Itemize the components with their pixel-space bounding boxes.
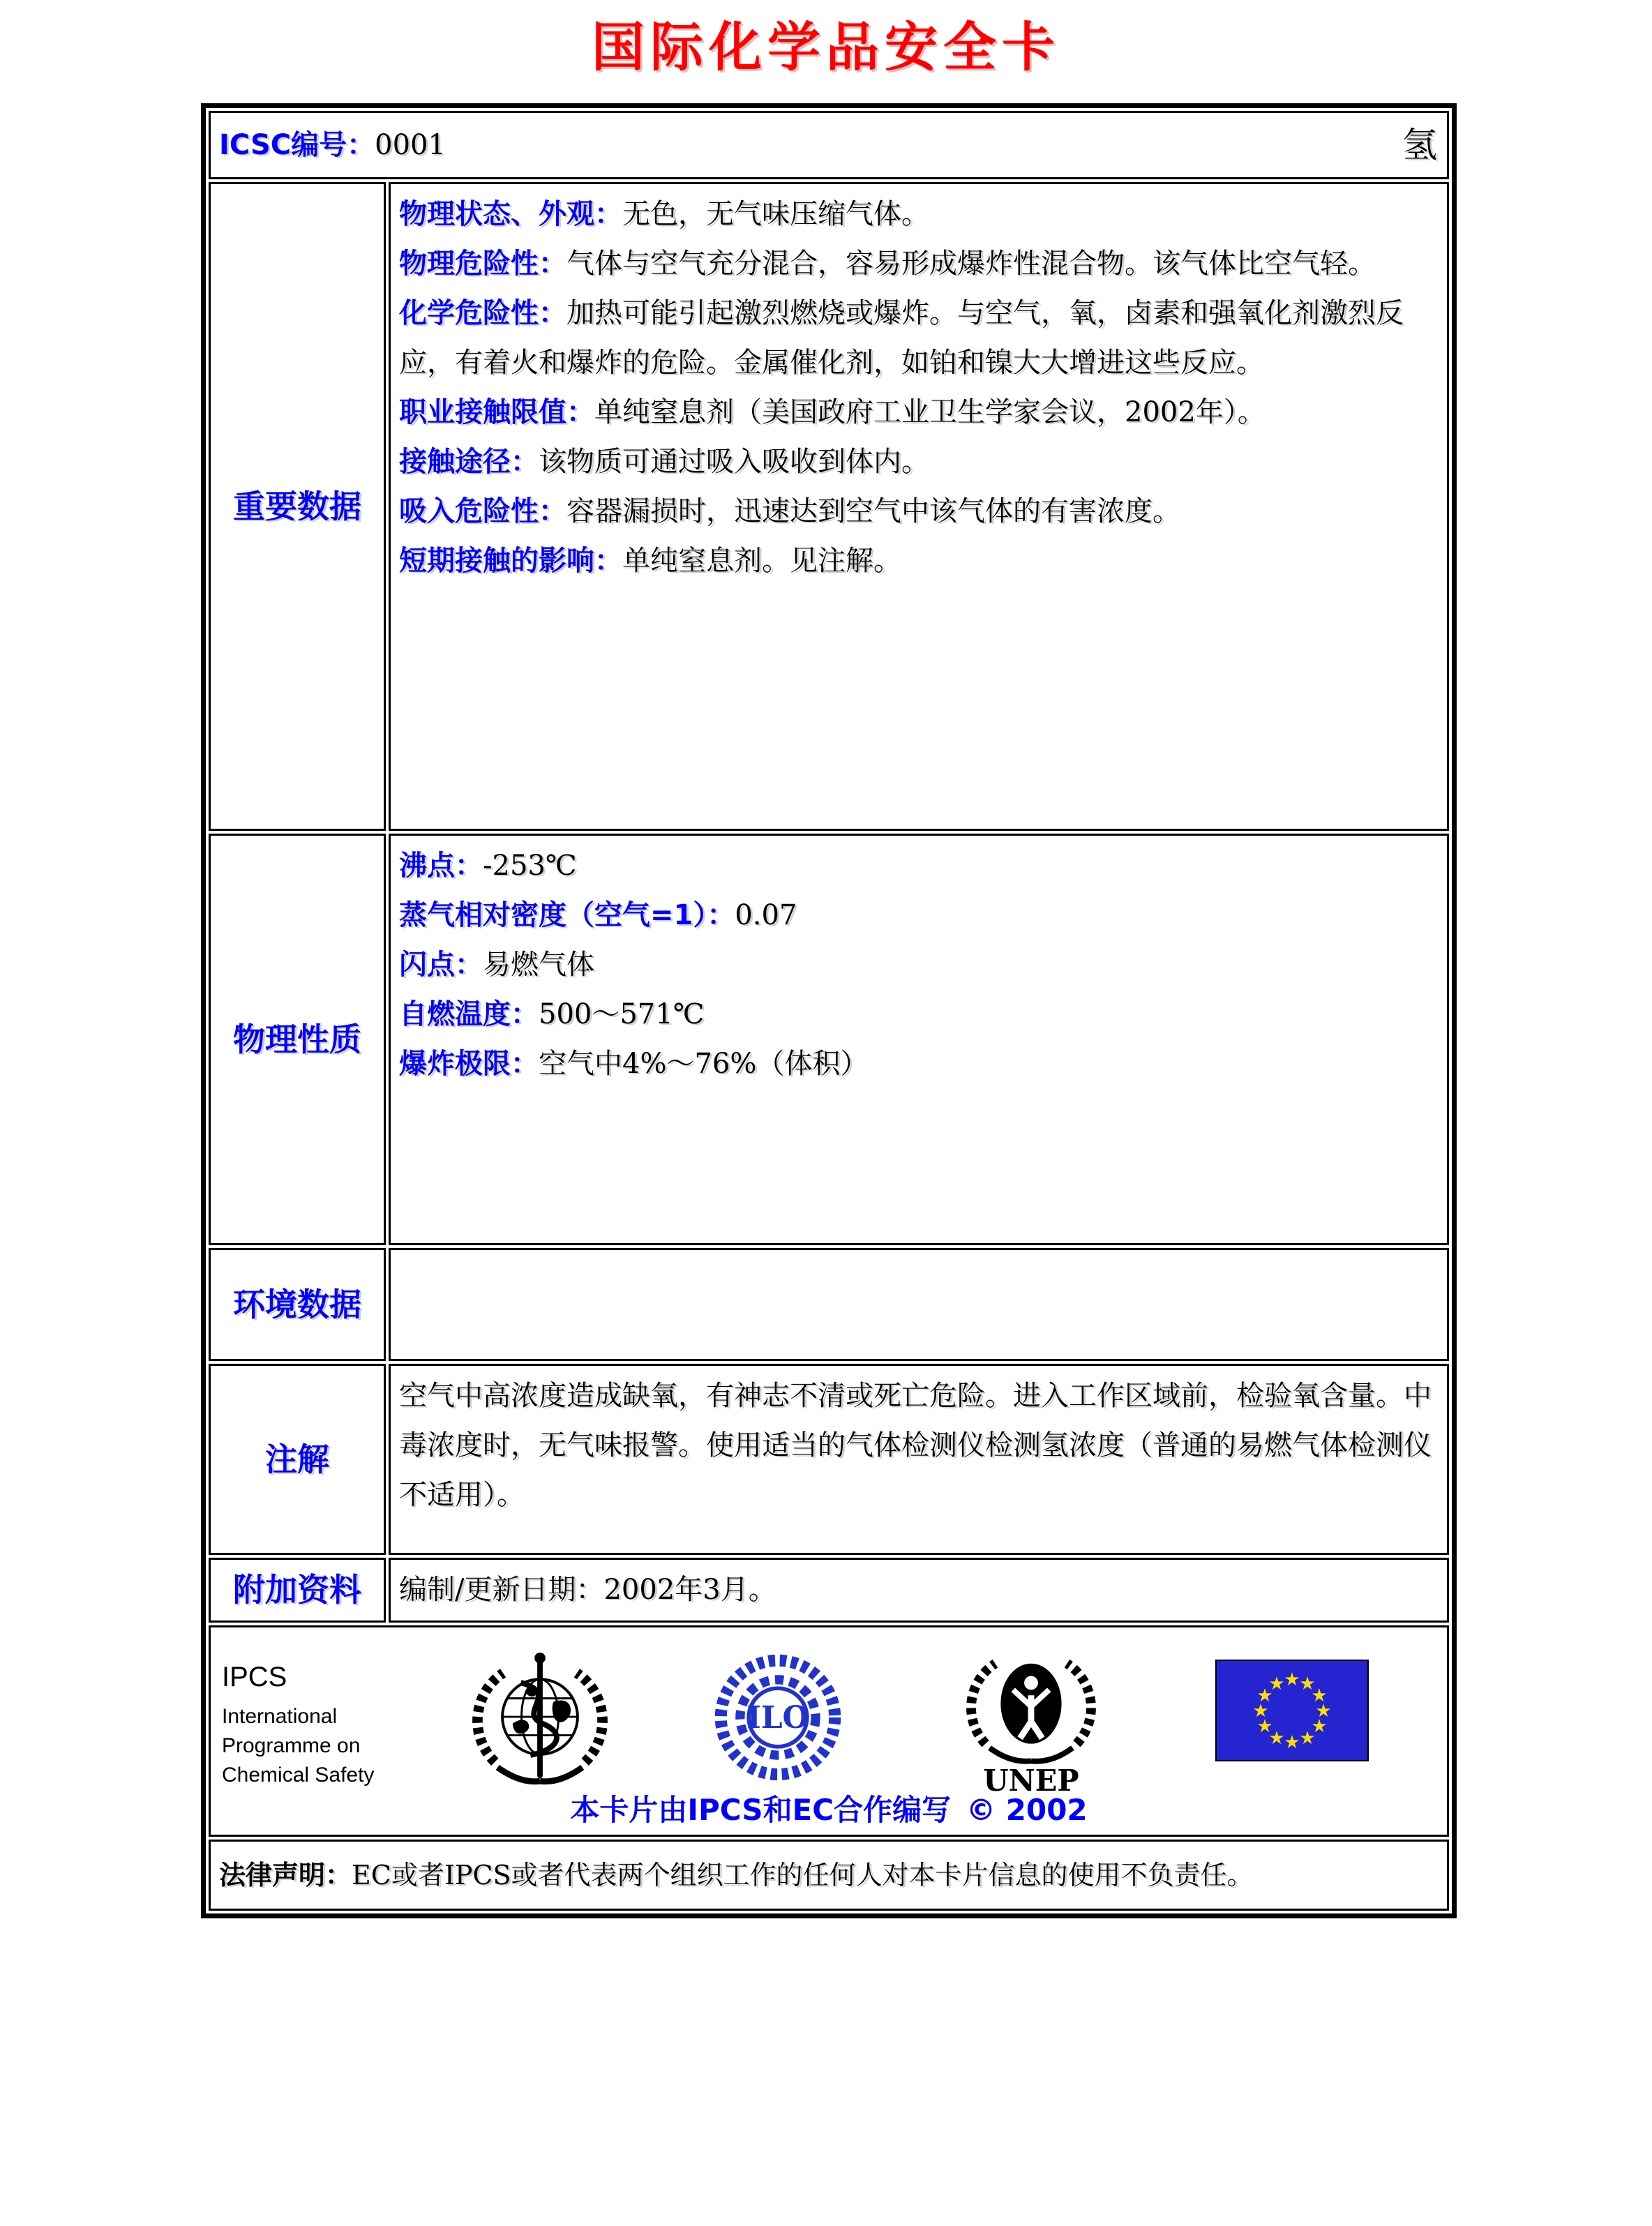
svg-text:★: ★ bbox=[1299, 1674, 1316, 1694]
page-title: 国际化学品安全卡 bbox=[592, 16, 1060, 78]
icsc-card-table bbox=[201, 103, 1457, 1918]
field-boiling-point bbox=[399, 841, 1440, 891]
ilo-label: ILO bbox=[746, 1700, 809, 1736]
section-label-additional-info: 附加资料 bbox=[209, 1558, 386, 1623]
field-label: 物理危险性： bbox=[399, 248, 566, 280]
field-value: -253℃ bbox=[483, 850, 577, 882]
svg-text:★: ★ bbox=[1311, 1716, 1328, 1737]
field-label: 职业接触限值： bbox=[399, 396, 594, 428]
field-value: 0.07 bbox=[735, 899, 797, 931]
field-value: 加热可能引起激烈燃烧或爆炸。与空气，氧，卤素和强氧化剂激烈反应，有着火和爆炸的危险。金属催化剂，如铂和镍大大增进这些反应。 bbox=[399, 297, 1404, 379]
header-row bbox=[209, 111, 1449, 179]
svg-text:★: ★ bbox=[1252, 1701, 1269, 1722]
logos-cell bbox=[209, 1625, 1449, 1837]
field-label: 吸入危险性： bbox=[399, 495, 566, 527]
ipcs-acronym: IPCS bbox=[222, 1662, 287, 1692]
notes-row bbox=[209, 1364, 1449, 1555]
field-label: 接触途径： bbox=[399, 446, 539, 478]
important-data-content bbox=[389, 182, 1449, 831]
eu-flag-icon bbox=[1215, 1660, 1369, 1761]
header-cell bbox=[209, 111, 1449, 179]
legal-cell bbox=[209, 1840, 1449, 1911]
field-chemical-hazard bbox=[399, 289, 1440, 388]
field-label: 自燃温度： bbox=[399, 998, 539, 1030]
svg-text:★: ★ bbox=[1268, 1674, 1285, 1694]
field-value: 气体与空气充分混合，容易形成爆炸性混合物。该气体比空气轻。 bbox=[566, 248, 1376, 280]
field-value: 单纯窒息剂。见注解。 bbox=[622, 545, 901, 577]
environmental-data-content bbox=[389, 1248, 1449, 1361]
caption-text: 本卡片由IPCS和EC合作编写 bbox=[570, 1793, 952, 1827]
important-data-row bbox=[209, 182, 1449, 831]
substance-name: 氢 bbox=[1402, 124, 1437, 165]
field-value: 易燃气体 bbox=[483, 949, 594, 981]
field-explosive-limits bbox=[399, 1039, 1440, 1089]
field-value: 单纯窒息剂（美国政府工业卫生学家会议，2002年）。 bbox=[594, 396, 1266, 428]
svg-text:★: ★ bbox=[1256, 1716, 1273, 1737]
field-autoignition-temperature bbox=[399, 990, 1440, 1039]
field-label: 沸点： bbox=[399, 850, 483, 882]
section-label-notes: 注解 bbox=[209, 1364, 386, 1555]
field-physical-hazard bbox=[399, 239, 1440, 289]
section-label-environmental-data: 环境数据 bbox=[209, 1248, 386, 1361]
field-value: 容器漏损时，迅速达到空气中该气体的有害浓度。 bbox=[566, 495, 1180, 527]
logos-row bbox=[209, 1625, 1449, 1837]
svg-text:★: ★ bbox=[1299, 1728, 1316, 1749]
svg-text:★: ★ bbox=[1311, 1685, 1328, 1706]
footer-caption bbox=[211, 1785, 1447, 1835]
field-occupational-exposure-limit bbox=[399, 388, 1440, 437]
unep-logo-icon bbox=[957, 1640, 1105, 1796]
who-logo-icon bbox=[472, 1647, 608, 1792]
field-flash-point bbox=[399, 940, 1440, 990]
field-label: 爆炸极限： bbox=[399, 1048, 539, 1080]
field-value: 该物质可通过吸入吸收到体内。 bbox=[539, 446, 929, 478]
field-value: 空气中4%～76%（体积） bbox=[539, 1048, 869, 1080]
unep-label: UNEP bbox=[983, 1763, 1079, 1796]
field-physical-state bbox=[399, 190, 1440, 239]
svg-text:★: ★ bbox=[1256, 1685, 1273, 1706]
svg-text:★: ★ bbox=[1284, 1669, 1300, 1690]
ipcs-name-line: Programme on bbox=[222, 1734, 361, 1757]
icsc-number-label: ICSC编号： bbox=[219, 128, 375, 161]
field-label: 闪点： bbox=[399, 949, 483, 981]
svg-text:★: ★ bbox=[1284, 1732, 1300, 1753]
svg-text:★: ★ bbox=[1268, 1728, 1285, 1749]
field-label: 蒸气相对密度（空气=1）： bbox=[399, 899, 735, 931]
additional-info-content: 编制/更新日期：2002年3月。 bbox=[389, 1558, 1449, 1623]
icsc-number bbox=[219, 121, 446, 170]
icsc-number-value: 0001 bbox=[375, 128, 446, 161]
physical-properties-row bbox=[209, 834, 1449, 1245]
section-label-important-data: 重要数据 bbox=[209, 182, 386, 831]
physical-properties-content bbox=[389, 834, 1449, 1245]
copyright-text: © 2002 bbox=[966, 1793, 1088, 1827]
ipcs-text-block bbox=[222, 1653, 410, 1790]
field-value: 无色，无气味压缩气体。 bbox=[622, 198, 929, 230]
field-value: 500～571℃ bbox=[539, 998, 705, 1030]
field-short-term-effects bbox=[399, 536, 1440, 586]
legal-label: 法律声明： bbox=[219, 1859, 352, 1890]
svg-text:★: ★ bbox=[1315, 1701, 1332, 1722]
ipcs-name-line: International bbox=[222, 1705, 338, 1728]
field-label: 化学危险性： bbox=[399, 297, 566, 329]
field-inhalation-risk bbox=[399, 487, 1440, 536]
additional-info-row bbox=[209, 1558, 1449, 1623]
section-label-physical-properties: 物理性质 bbox=[209, 834, 386, 1245]
ilo-logo-icon bbox=[712, 1646, 844, 1789]
environmental-data-row bbox=[209, 1248, 1449, 1361]
legal-row bbox=[209, 1840, 1449, 1911]
ipcs-name-line: Chemical Safety bbox=[222, 1763, 375, 1787]
field-label: 短期接触的影响： bbox=[399, 545, 622, 577]
notes-content: 空气中高浓度造成缺氧，有神志不清或死亡危险。进入工作区域前，检验氧含量。中毒浓度时，无气味报警。使用适当的气体检测仪检测氢浓度（普通的易燃气体检测仪不适用）。 bbox=[389, 1364, 1449, 1555]
legal-text: EC或者IPCS或者代表两个组织工作的任何人对本卡片信息的使用不负责任。 bbox=[352, 1859, 1254, 1890]
field-exposure-route bbox=[399, 437, 1440, 487]
field-label: 物理状态、外观： bbox=[399, 198, 622, 230]
field-vapor-density bbox=[399, 891, 1440, 940]
